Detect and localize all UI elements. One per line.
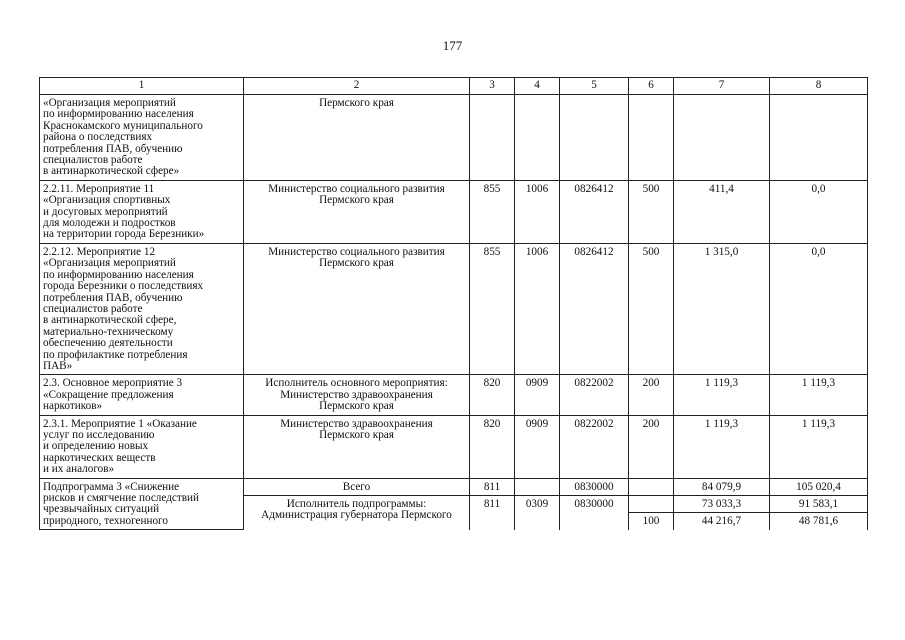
section-code: 0909: [515, 375, 560, 415]
section-code: [515, 478, 560, 495]
activity-name: 2.2.11. Мероприятие 11 «Организация спортивных и досуговых мероприятий для молодежи и подростков на территории города Березники»: [43, 182, 205, 241]
executor: Министерство здравоохранения Пермского края: [280, 417, 433, 441]
executor-cell: [244, 496, 470, 530]
section-code: [515, 95, 560, 181]
subprogram-name: Подпрограмма 3 «Снижение рисков и смягчение последствий чрезвычайных ситуаций природного, техногенного: [43, 480, 200, 527]
amount-col7: 73 033,3: [674, 496, 770, 513]
total-label: Всего: [244, 478, 470, 495]
header-cell: 1: [40, 78, 244, 95]
expense-type-code: 500: [629, 243, 674, 374]
header-cell: 8: [770, 78, 868, 95]
activity-name-cell: [40, 243, 244, 374]
executor-cell: [244, 180, 470, 243]
header-row: [40, 78, 868, 95]
expense-type-code: 500: [629, 180, 674, 243]
amount-col8: 91 583,1: [770, 496, 868, 513]
header-cell: 7: [674, 78, 770, 95]
executor-cell: [244, 243, 470, 374]
table-row: [40, 243, 868, 374]
executor: Исполнитель основного мероприятия: Министерство здравоохранения Пермского края: [265, 377, 448, 413]
grbs-code: 855: [470, 180, 515, 243]
activity-name: 2.3. Основное мероприятие 3 «Сокращение предложения наркотиков»: [43, 377, 183, 413]
target-article-code: 0826412: [560, 243, 629, 374]
table-row: [40, 375, 868, 415]
section-code: 1006: [515, 243, 560, 374]
header-cell: 6: [629, 78, 674, 95]
activity-name-cell: [40, 415, 244, 478]
grbs-code: 820: [470, 375, 515, 415]
grbs-code: 811: [470, 478, 515, 495]
activity-name-cell: [40, 180, 244, 243]
activity-name: «Организация мероприятий по информированию населения Краснокамского муниципального района о последствиях потребления ПАВ, обучению специалистов работе в антинаркотической сфере»: [43, 97, 203, 178]
grbs-code: 855: [470, 243, 515, 374]
executor: Министерство социального развития Пермского края: [268, 245, 445, 270]
expense-type-code: 100: [629, 513, 674, 530]
table-row: [40, 415, 868, 478]
amount-col7: 411,4: [674, 180, 770, 243]
target-article-code: 0826412: [560, 180, 629, 243]
executor-cell: [244, 415, 470, 478]
subprogram-name-cell: [40, 478, 244, 530]
amount-col7: 1 119,3: [674, 375, 770, 415]
amount-col8: 48 781,6: [770, 513, 868, 530]
expense-type-code: 200: [629, 375, 674, 415]
amount-col7: [674, 95, 770, 181]
activity-name-cell: [40, 375, 244, 415]
activity-name-cell: [40, 95, 244, 181]
amount-col7: 84 079,9: [674, 478, 770, 495]
activity-name: 2.2.12. Мероприятие 12 «Организация мероприятий по информированию населения города Березники о последствиях потребления ПАВ, обучению специалистов работе в антинаркотической сфере, материально-техническому обеспечению деятельности по профилактике потребления ПАВ»: [43, 245, 204, 372]
subprogram-total-row: [40, 478, 868, 495]
amount-col8: 0,0: [770, 243, 868, 374]
section-code: 0909: [515, 415, 560, 478]
activity-name: 2.3.1. Мероприятие 1 «Оказание услуг по исследованию и определению новых наркотических веществ и их аналогов»: [43, 417, 197, 476]
target-article-code: 0830000: [560, 496, 629, 530]
page-number: 177: [442, 38, 463, 53]
expense-type-code: [629, 478, 674, 495]
expense-type-code: [629, 95, 674, 181]
amount-col8: 1 119,3: [770, 415, 868, 478]
budget-table: [39, 77, 868, 530]
target-article-code: [560, 95, 629, 181]
executor: Пермского края: [319, 97, 394, 109]
expense-type-code: [629, 496, 674, 513]
target-article-code: 0830000: [560, 478, 629, 495]
amount-col8: 0,0: [770, 180, 868, 243]
amount-col8: [770, 95, 868, 181]
target-article-code: 0822002: [560, 375, 629, 415]
grbs-code: 811: [470, 496, 515, 530]
table-row: [40, 180, 868, 243]
header-cell: 2: [244, 78, 470, 95]
section-code: 1006: [515, 180, 560, 243]
grbs-code: 820: [470, 415, 515, 478]
executor: Исполнитель подпрограммы: Администрация губернатора Пермского: [261, 498, 452, 522]
amount-col8: 105 020,4: [770, 478, 868, 495]
grbs-code: [470, 95, 515, 181]
amount-col8: 1 119,3: [770, 375, 868, 415]
section-code: 0309: [515, 496, 560, 530]
executor-cell: [244, 375, 470, 415]
amount-col7: 44 216,7: [674, 513, 770, 530]
amount-col7: 1 119,3: [674, 415, 770, 478]
header-cell: 4: [515, 78, 560, 95]
expense-type-code: 200: [629, 415, 674, 478]
executor: Министерство социального развития Пермского края: [268, 182, 445, 207]
amount-col7: 1 315,0: [674, 243, 770, 374]
header-cell: 5: [560, 78, 629, 95]
header-cell: 3: [470, 78, 515, 95]
target-article-code: 0822002: [560, 415, 629, 478]
table-row: [40, 95, 868, 181]
executor-cell: [244, 95, 470, 181]
